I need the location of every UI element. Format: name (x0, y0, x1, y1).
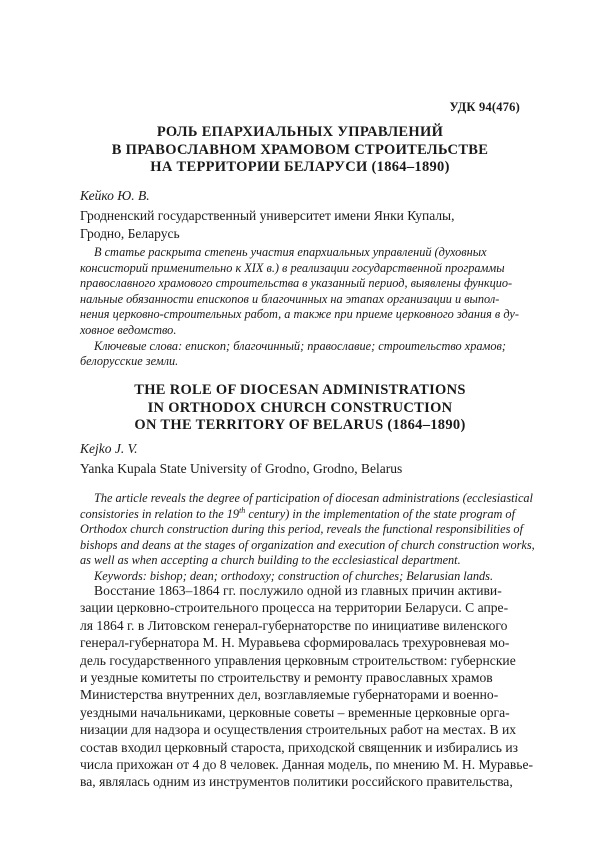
english-author: Kejko J. V. (80, 441, 138, 456)
body-line: уездными начальниками, церковные советы – временные церковные орга- (80, 704, 510, 720)
abstract-line: bishops and deans at the stages of organization and execution of church construction works, (80, 537, 535, 552)
affiliation-line: Гродно, Беларусь (80, 226, 180, 241)
body-line: ля 1864 г. в Литовском генерал-губернаторстве по инициативе виленского (80, 617, 508, 633)
body-line: дель государственного управления церковным строительством: губернские (80, 652, 516, 668)
abstract-line: as well as when accepting a church building to the ecclesiastical department. (80, 553, 461, 568)
russian-keywords: Ключевые слова: епископ; благочинный; православие; строительство храмов; (94, 338, 506, 353)
english-title-line: IN ORTHODOX CHURCH CONSTRUCTION (147, 399, 453, 416)
russian-title (80, 124, 520, 177)
abstract-line: нальные обязанности епископов и благочинных на этапах организации и выпол- (80, 291, 500, 306)
body-line: числа прихожан от 4 до 8 человек. Данная модель, по мнению М. Н. Муравье- (80, 757, 534, 773)
body-line: Министерства внутренних дел, возглавляемые губернаторами и военно- (80, 687, 499, 703)
abstract-line: консисторий применительно к XIX в.) в реализации государственной программы (80, 260, 505, 275)
russian-affiliation (80, 207, 455, 243)
english-title-line: THE ROLE OF DIOCESAN ADMINISTRATIONS (134, 382, 466, 398)
body-line: ва, являлась одним из инструментов политики российского правительства, (80, 774, 513, 790)
english-affiliation: Yanka Kupala State University of Grodno, Grodno, Belarus (80, 461, 403, 476)
abstract-text: consistories in relation to the 19 (80, 506, 240, 521)
body-line: состав входил церковный староста, приходской священник и избирались из (80, 739, 519, 755)
russian-author: Кейко Ю. В. (80, 188, 150, 203)
english-abstract (80, 491, 535, 585)
russian-keywords: белорусские земли. (80, 354, 179, 369)
russian-title-line: В ПРАВОСЛАВНОМ ХРАМОВОМ СТРОИТЕЛЬСТВЕ (111, 141, 489, 158)
superscript-th: th (239, 505, 246, 515)
body-line: генерал-губернатора М. Н. Муравьева сформировалась трехуровневая мо- (80, 635, 510, 651)
russian-abstract (80, 245, 520, 370)
abstract-line: The article reveals the degree of participation of diocesan administrations (ecclesiastical (94, 491, 533, 505)
body-line: Восстание 1863–1864 гг. послужило одной из главных причин активи- (94, 583, 502, 598)
russian-title-line: РОЛЬ ЕПАРХИАЛЬНЫХ УПРАВЛЕНИЙ (156, 124, 444, 140)
udk-code: УДК 94(476) (449, 100, 520, 114)
abstract-line: нения церковно-строительных работ, а также при приеме церковного здания в ду- (80, 307, 519, 322)
english-keywords: Keywords: bishop; dean; orthodoxy; construction of churches; Belarusian lands. (94, 568, 494, 583)
abstract-line: православного храмового строительства в указанный период, выявлены функцио- (80, 276, 513, 291)
abstract-line: ховное ведомство. (80, 322, 177, 337)
russian-title-line: НА ТЕРРИТОРИИ БЕЛАРУСИ (1864–1890) (150, 159, 450, 175)
abstract-line: Orthodox church construction during this period, reveals the functional responsibilities of (80, 522, 523, 537)
english-title (80, 382, 520, 435)
english-title-line: ON THE TERRITORY OF BELARUS (1864–1890) (134, 417, 466, 433)
abstract-text: century) in the implementation of the state program of (245, 506, 515, 521)
affiliation-line: Гродненский государственный университет имени Янки Купалы, (80, 208, 455, 223)
body-line: зации церковно-строительного процесса на территории Беларуси. С апре- (80, 600, 509, 616)
abstract-line (80, 507, 520, 523)
body-line: низации для надзора и осуществления строительных работ на местах. В их (80, 722, 517, 738)
abstract-line: В статье раскрыта степень участия епархиальных управлений (духовных (94, 245, 487, 259)
article-body (80, 582, 534, 791)
body-line: и уездные комитеты по строительству и ремонту православных храмов (80, 670, 493, 686)
